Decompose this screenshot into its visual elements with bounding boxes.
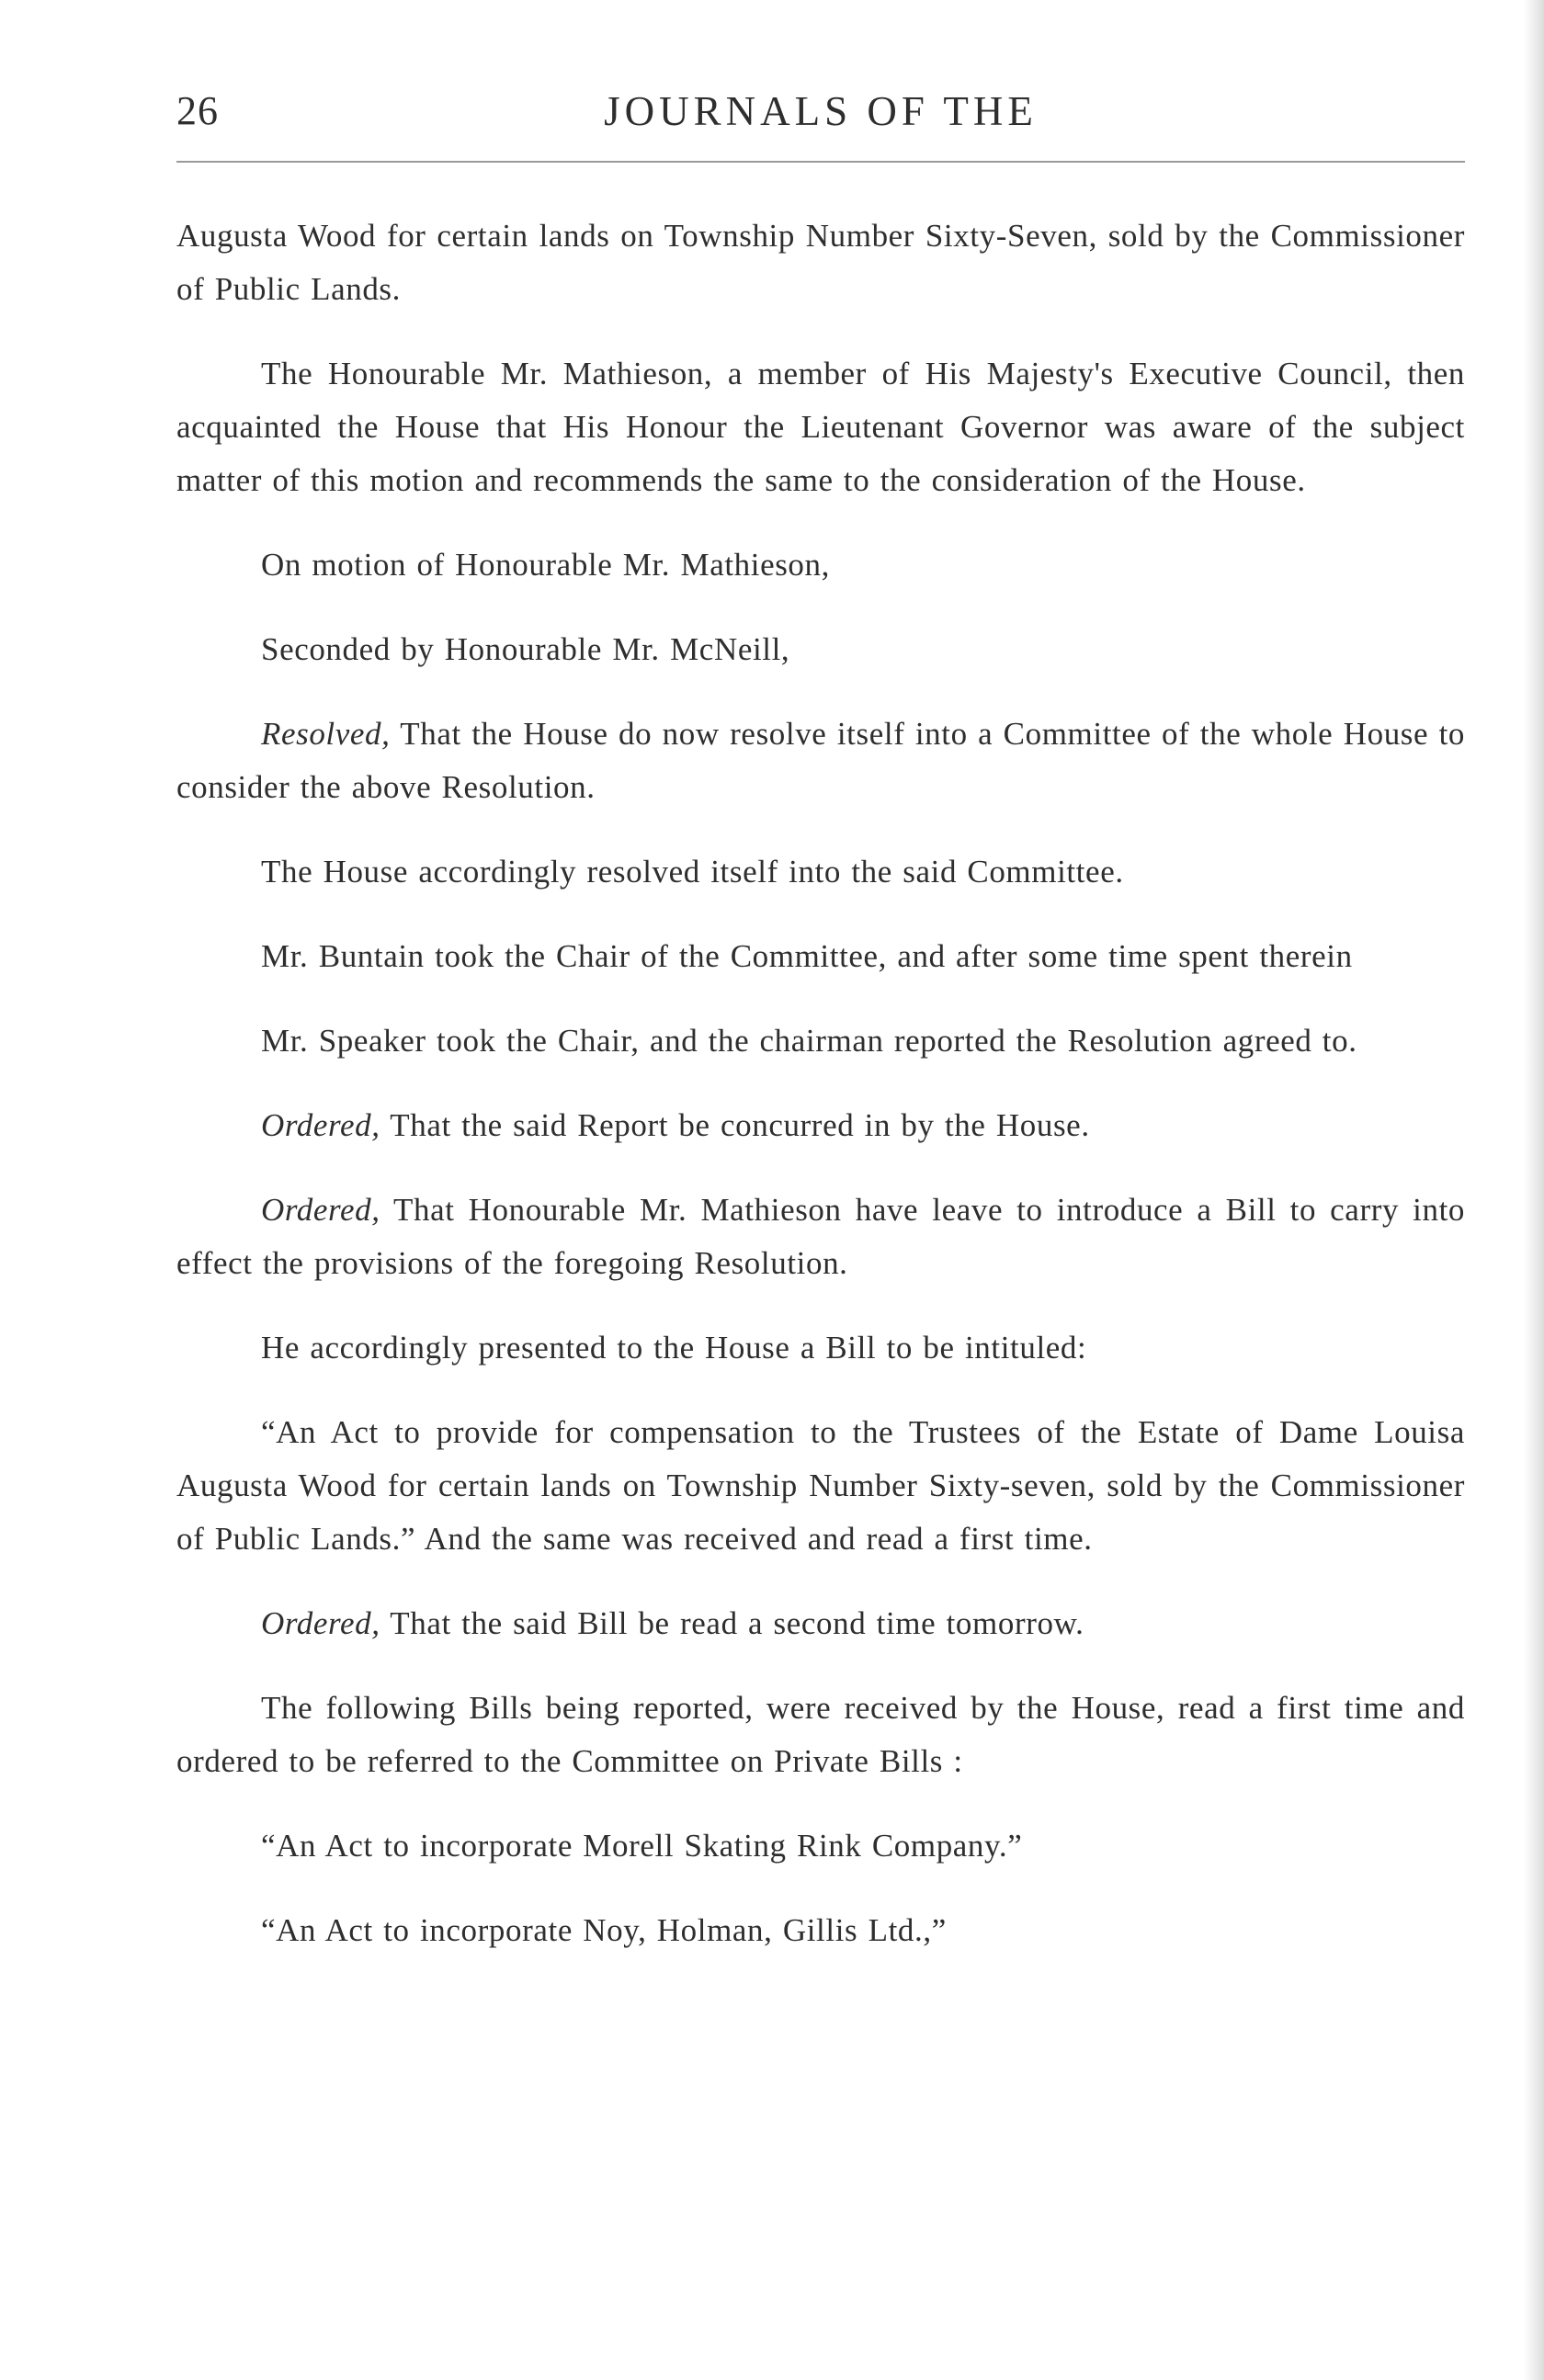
resolved-lead: Resolved, [261, 716, 391, 752]
page-header [176, 87, 1465, 152]
paragraph-committee: The House accordingly resolved itself into the said Committee. [261, 854, 1124, 890]
paragraph-ordered-bill-leave: Ordered, That Honourable Mr. Mathieson have leave to introduce a Bill to carry into effect the provisions of the foregoing Resolution. [176, 1192, 1466, 1281]
running-head: JOURNALS OF THE [604, 88, 1038, 134]
paragraph-resolved: Resolved, That the House do now resolve itself into a Committee of the whole House to consider the above Resolution. [176, 716, 1466, 805]
ordered-lead: Ordered, [261, 1192, 380, 1228]
paragraph-presented: He accordingly presented to the House a Bill to be intituled: [261, 1330, 1087, 1366]
ordered-lead: Ordered, [261, 1107, 380, 1143]
paragraph-speaker: Mr. Speaker took the Chair, and the chairman reported the Resolution agreed to. [261, 1023, 1357, 1059]
ordered-lead: Ordered, [261, 1605, 380, 1641]
paragraph-ordered-second-reading: Ordered, That the said Bill be read a second time tomorrow. [261, 1605, 1084, 1641]
paragraph-chair: Mr. Buntain took the Chair of the Committee, and after some time spent therein [261, 938, 1353, 974]
journal-body [176, 210, 1465, 1989]
page-number: 26 [176, 88, 219, 133]
header-rule [176, 161, 1465, 163]
paragraph-executive-council: The Honourable Mr. Mathieson, a member of His Majesty's Executive Council, then acquainted the House that His Honour the Lieutenant Governor was aware of the subject matter of this motion and recommends the same to the consideration of the House. [176, 356, 1465, 498]
paragraph-bill-skating-rink: “An Act to incorporate Morell Skating Rink Company.” [261, 1828, 1023, 1864]
paragraph-bill-noy-holman: “An Act to incorporate Noy, Holman, Gillis Ltd.,” [261, 1912, 947, 1948]
paragraph-continuation: Augusta Wood for certain lands on Township Number Sixty-Seven, sold by the Commissioner of Public Lands. [176, 218, 1465, 307]
paragraph-ordered-report: Ordered, That the said Report be concurred in by the House. [261, 1107, 1090, 1143]
paragraph-motion: On motion of Honourable Mr. Mathieson, [261, 547, 830, 583]
paragraph-seconded: Seconded by Honourable Mr. McNeill, [261, 631, 790, 667]
paragraph-bill-title: “An Act to provide for compensation to the Trustees of the Estate of Dame Louisa Augusta Wood for certain lands on Township Number Sixty-seven, sold by the Commissioner of Public Lands.” And the same was received and read a first time. [176, 1414, 1465, 1557]
paragraph-private-bills: The following Bills being reported, were received by the House, read a first time and ordered to be referred to the Committee on Private Bills : [176, 1690, 1465, 1779]
page-edge-shadow [1524, 0, 1544, 2380]
